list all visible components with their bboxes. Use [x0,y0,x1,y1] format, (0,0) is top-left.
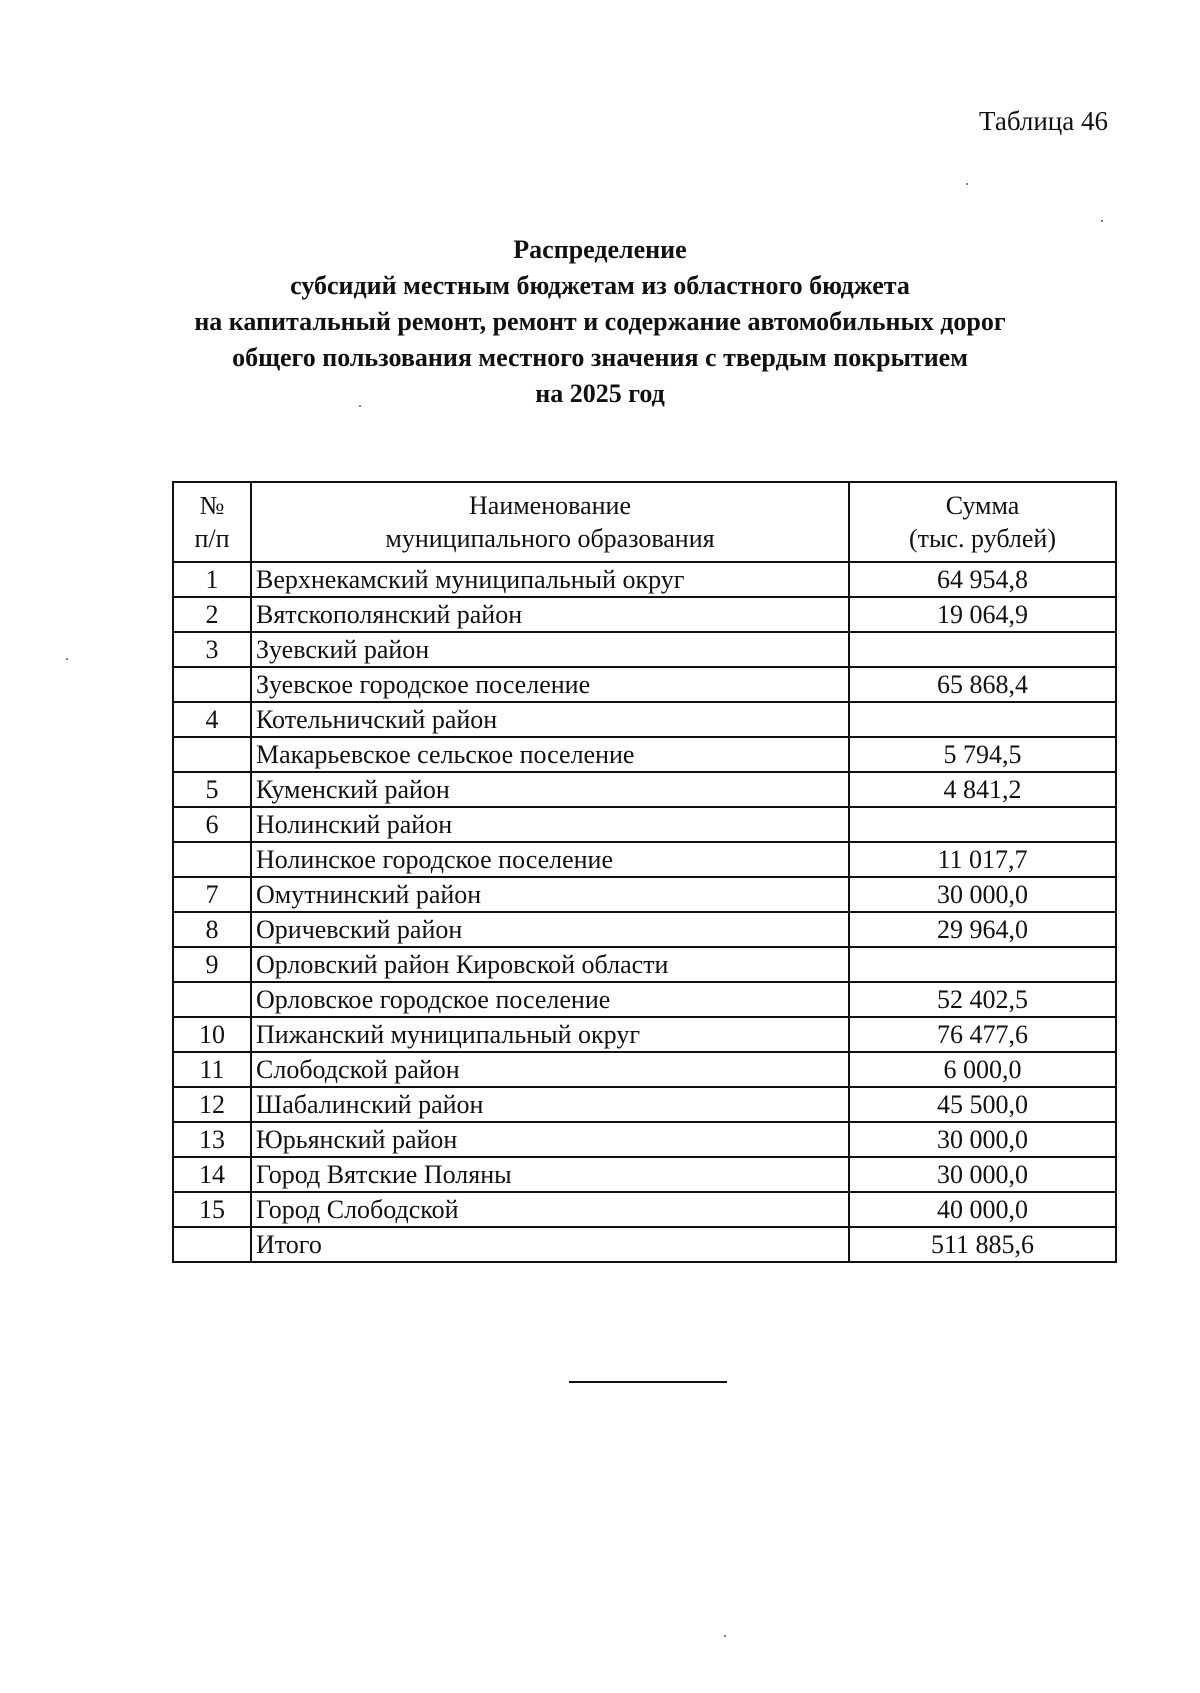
row-number: 3 [173,632,251,667]
row-sum [849,632,1116,667]
row-number: 10 [173,1017,251,1052]
row-name: Оричевский район [251,912,849,947]
row-name: Город Слободской [251,1192,849,1227]
row-sum: 30 000,0 [849,1157,1116,1192]
row-sum: 5 794,5 [849,737,1116,772]
title-line: Распределение [513,235,687,264]
row-sum: 40 000,0 [849,1192,1116,1227]
table-row [173,737,1116,772]
row-sum: 64 954,8 [849,562,1116,597]
row-number: 6 [173,807,251,842]
row-name: Город Вятские Поляны [251,1157,849,1192]
row-sum: 76 477,6 [849,1017,1116,1052]
row-name: Макарьевское сельское поселение [251,737,849,772]
header-sum: Сумма (тыс. рублей) [849,482,1116,562]
title-line: общего пользования местного значения с твердым покрытием [232,343,968,372]
total-number-cell [173,1227,251,1262]
table-row [173,702,1116,737]
row-name: Верхнекамский муниципальный округ [251,562,849,597]
row-name: Вятскополянский район [251,597,849,632]
row-sum: 19 064,9 [849,597,1116,632]
row-sum: 30 000,0 [849,1122,1116,1157]
row-name: Омутнинский район [251,877,849,912]
row-sum: 11 017,7 [849,842,1116,877]
row-sum: 4 841,2 [849,772,1116,807]
row-name: Пижанский муниципальный округ [251,1017,849,1052]
table-row [173,1052,1116,1087]
scan-speck [1101,220,1103,222]
row-number: 15 [173,1192,251,1227]
total-sum: 511 885,6 [849,1227,1116,1262]
row-number: 14 [173,1157,251,1192]
row-sum: 29 964,0 [849,912,1116,947]
table-row [173,912,1116,947]
table-row [173,632,1116,667]
table-row [173,1122,1116,1157]
scan-speck [66,658,68,660]
row-sum: 65 868,4 [849,667,1116,702]
row-number: 12 [173,1087,251,1122]
row-sum: 6 000,0 [849,1052,1116,1087]
row-name: Шабалинский район [251,1087,849,1122]
table-row [173,1087,1116,1122]
row-number: 2 [173,597,251,632]
header-number: № п/п [173,482,251,562]
row-name: Зуевское городское поселение [251,667,849,702]
row-number [173,667,251,702]
row-name: Куменский район [251,772,849,807]
table-number-label: Таблица 46 [979,106,1108,136]
table-row [173,1192,1116,1227]
row-number: 1 [173,562,251,597]
scan-speck [359,405,361,407]
row-name: Орловское городское поселение [251,982,849,1017]
row-number [173,982,251,1017]
title-line: субсидий местным бюджетам из областного бюджета [290,271,910,300]
row-number: 13 [173,1122,251,1157]
table-row [173,807,1116,842]
row-name: Котельничский район [251,702,849,737]
row-name: Орловский район Кировской области [251,947,849,982]
row-name: Зуевский район [251,632,849,667]
row-number: 11 [173,1052,251,1087]
table-header-row [173,482,1116,562]
table-row [173,597,1116,632]
row-number: 4 [173,702,251,737]
row-name: Слободской район [251,1052,849,1087]
table-row [173,562,1116,597]
title-line: на 2025 год [535,379,665,408]
row-name: Нолинский район [251,807,849,842]
document-title [0,232,1200,412]
row-sum: 52 402,5 [849,982,1116,1017]
row-number: 8 [173,912,251,947]
row-sum [849,702,1116,737]
row-number: 5 [173,772,251,807]
header-name: Наименование муниципального образования [251,482,849,562]
row-sum: 30 000,0 [849,877,1116,912]
table-row [173,1157,1116,1192]
table-row [173,842,1116,877]
total-row [173,1227,1116,1262]
table-row [173,667,1116,702]
table-row [173,982,1116,1017]
scan-speck [966,183,968,185]
scan-speck [724,1635,726,1637]
total-label: Итого [251,1227,849,1262]
row-number [173,842,251,877]
table-row [173,877,1116,912]
subsidy-table [172,481,1117,1263]
row-number: 9 [173,947,251,982]
table-row [173,1017,1116,1052]
table-row [173,772,1116,807]
row-sum: 45 500,0 [849,1087,1116,1122]
row-number [173,737,251,772]
row-name: Нолинское городское поселение [251,842,849,877]
row-number: 7 [173,877,251,912]
end-divider-line [569,1381,727,1383]
title-line: на капитальный ремонт, ремонт и содержание автомобильных дорог [194,307,1006,336]
row-sum [849,807,1116,842]
row-sum [849,947,1116,982]
row-name: Юрьянский район [251,1122,849,1157]
table-row [173,947,1116,982]
